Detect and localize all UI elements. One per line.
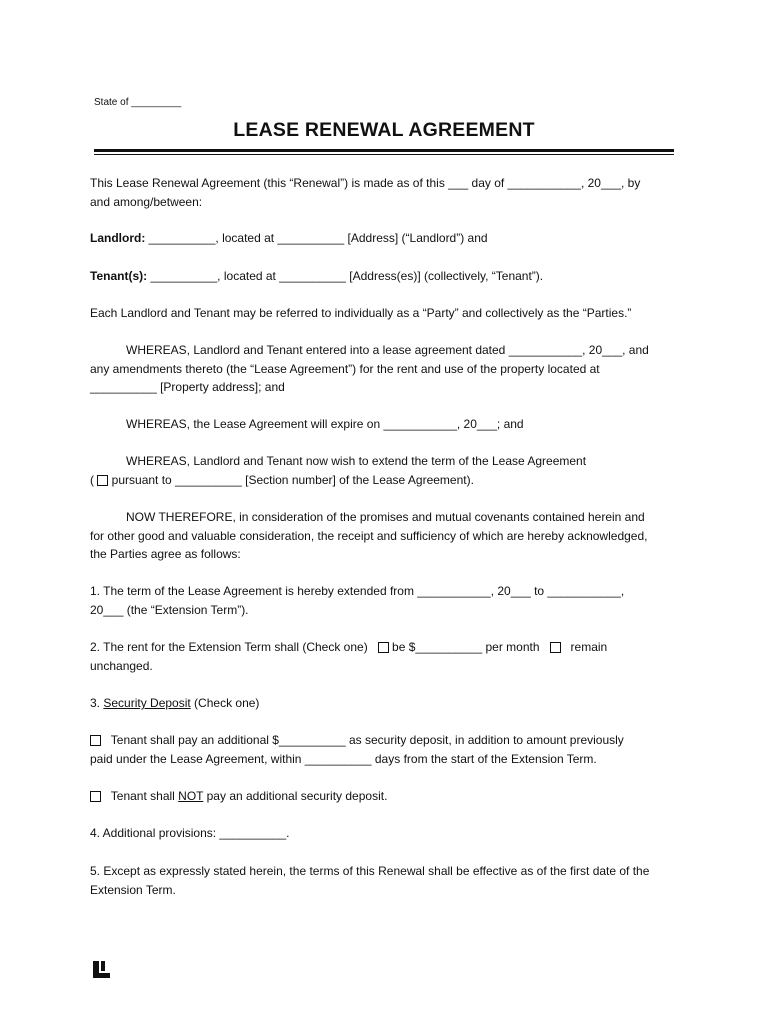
clause-4: 4. Additional provisions: __________. — [90, 826, 290, 840]
clause-3-heading: 3. Security Deposit (Check one) — [90, 696, 260, 710]
tenant-line — [90, 267, 678, 286]
landlord-line — [90, 229, 678, 248]
rent-increase-checkbox[interactable] — [378, 642, 389, 653]
whereas-expire-line: WHEREAS, the Lease Agreement will expire on ___________, 20___; and — [126, 417, 524, 431]
clause-2: 2. The rent for the Extension Term shall (Check one) be $__________ per month remain unchanged. — [90, 640, 608, 673]
tenant-label: Tenant(s): — [90, 269, 148, 283]
landlord-text: __________, located at __________ [Address] (“Landlord”) and — [145, 231, 488, 245]
title-rule-thick — [94, 149, 674, 152]
title-rule-thin — [94, 154, 674, 155]
deposit-no-pay-checkbox[interactable] — [90, 791, 101, 802]
brand-logo-icon — [92, 960, 112, 980]
deposit-option-no-pay: Tenant shall NOT pay an additional security deposit. — [90, 787, 678, 806]
intro-paragraph: This Lease Renewal Agreement (this “Renewal”) is made as of this ___ day of ___________, 20___, by and among/between: — [90, 176, 641, 209]
tenant-text: __________, located at __________ [Address(es)] (collectively, “Tenant”). — [147, 269, 544, 283]
whereas-extend-paragraph: WHEREAS, Landlord and Tenant now wish to extend the term of the Lease Agreement ( pursuant to __________ [Section number] of the Lease Agreement). — [90, 454, 587, 487]
rent-unchanged-checkbox[interactable] — [550, 642, 561, 653]
clause-5: 5. Except as expressly stated herein, the terms of this Renewal shall be effective as of the first date of the Extension Term. — [90, 864, 650, 897]
state-line: State of _________ — [94, 97, 182, 108]
deposit-option-pay: Tenant shall pay an additional $__________ as security deposit, in addition to amount previously paid under the Lease Agreement, within __________ days from the start of the Extension Term. — [90, 733, 624, 766]
whereas-lease-paragraph: WHEREAS, Landlord and Tenant entered into a lease agreement dated ___________, 20___, and any amendments thereto (the “Lease Agreement”) for the rent and use of the property located at __________ [Property address]; and — [90, 343, 649, 394]
document-title: LEASE RENEWAL AGREEMENT — [233, 119, 535, 141]
now-therefore-paragraph: NOW THEREFORE, in consideration of the promises and mutual covenants contained herein and for other good and valuable consideration, the receipt and sufficiency of which are hereby acknowledged, the Parties agree as follows: — [90, 510, 648, 561]
deposit-pay-checkbox[interactable] — [90, 735, 101, 746]
parties-line: Each Landlord and Tenant may be referred to individually as a “Party” and collectively as the “Parties.” — [90, 306, 632, 320]
clause-1: 1. The term of the Lease Agreement is hereby extended from ___________, 20___ to ___________, 20___ (the “Extension Term”). — [90, 584, 625, 617]
extend-checkbox[interactable] — [97, 475, 108, 486]
landlord-label: Landlord: — [90, 231, 146, 245]
